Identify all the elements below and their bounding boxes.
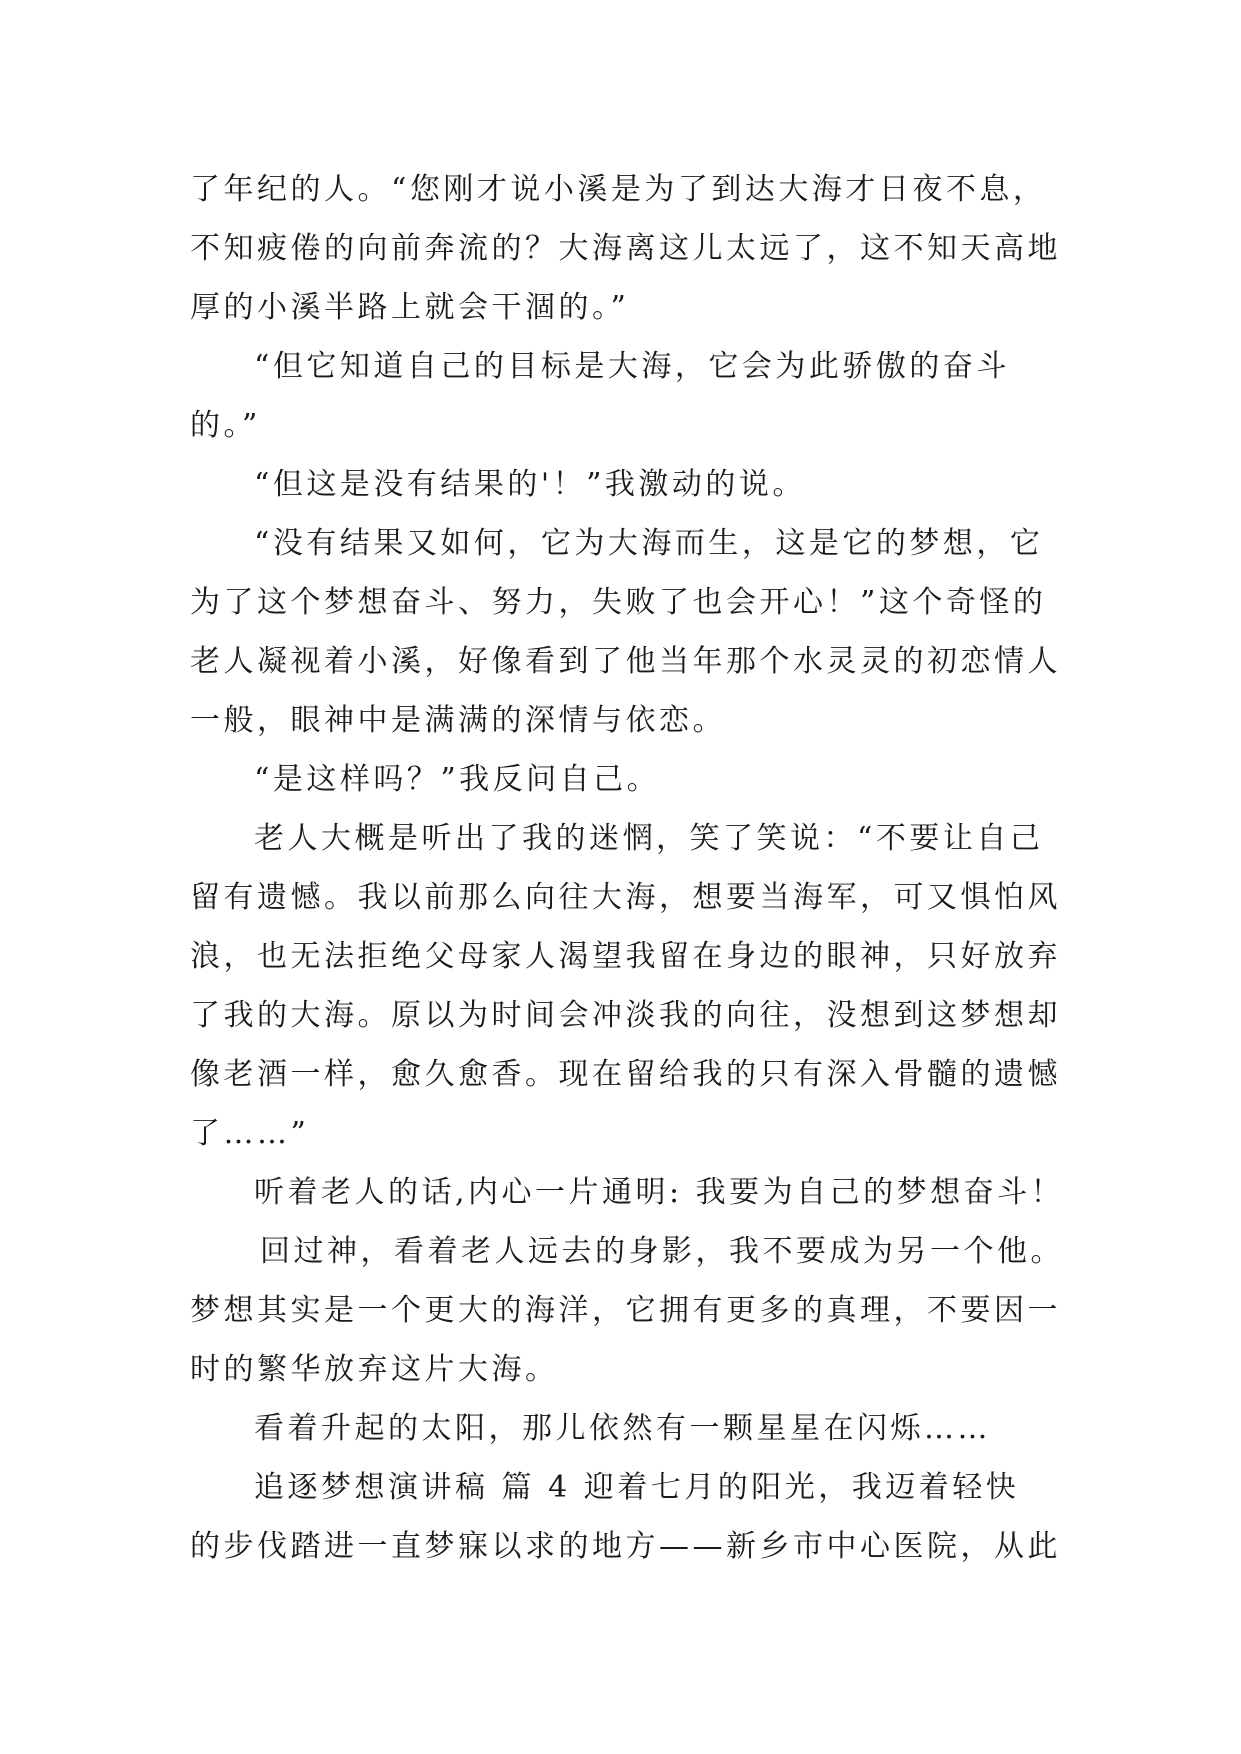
text-line: 厚的小溪半路上就会干涸的。”: [190, 290, 630, 325]
text-line: 听着老人的话,内心一片通明: 我要为自己的梦想奋斗！: [254, 1175, 1065, 1210]
text-line: 的步伐踏进一直梦寐以求的地方——新乡市中心医院，从此: [190, 1529, 1061, 1564]
text-line: 浪，也无法拒绝父母家人渴望我留在身边的眼神，只好放弃: [190, 939, 1061, 974]
text-line: 留有遗憾。我以前那么向往大海，想要当海军，可又惧怕风: [190, 880, 1061, 915]
text-line: 看着升起的太阳，那儿依然有一颗星星在闪烁……: [254, 1411, 991, 1446]
text-line: 了年纪的人。“您刚才说小溪是为了到达大海才日夜不息，: [190, 172, 1047, 207]
text-line: “没有结果又如何，它为大海而生，这是它的梦想，它: [254, 526, 1044, 561]
text-line: 老人大概是听出了我的迷惘，笑了笑说：“不要让自己: [254, 821, 1044, 856]
text-line: 梦想其实是一个更大的海洋，它拥有更多的真理，不要因一: [190, 1293, 1061, 1328]
text-line: 了我的大海。原以为时间会冲淡我的向往，没想到这梦想却: [190, 998, 1061, 1033]
text-line: 一般，眼神中是满满的深情与依恋。: [190, 703, 726, 738]
text-line: 不知疲倦的向前奔流的？大海离这儿太远了，这不知天高地: [190, 231, 1061, 266]
text-line: 的。”: [190, 408, 261, 443]
text-line: 时的繁华放弃这片大海。: [190, 1352, 559, 1387]
text-line: 为了这个梦想奋斗、努力，失败了也会开心！”这个奇怪的: [190, 585, 1047, 620]
text-line: 回过神，看着老人远去的身影，我不要成为另一个他。: [260, 1234, 1064, 1269]
body-text: [190, 160, 1065, 1576]
text-line: 了……”: [190, 1116, 310, 1151]
text-line: “但这是没有结果的'！”我激动的说。: [254, 467, 806, 502]
text-line: “但它知道自己的目标是大海，它会为此骄傲的奋斗: [254, 349, 1010, 384]
section-heading-line: 追逐梦想演讲稿 篇 4 迎着七月的阳光，我迈着轻快: [254, 1470, 1020, 1505]
text-line: 老人凝视着小溪，好像看到了他当年那个水灵灵的初恋情人: [190, 644, 1061, 679]
text-line: “是这样吗？”我反问自己。: [254, 762, 661, 797]
text-line: 像老酒一样，愈久愈香。现在留给我的只有深入骨髓的遗憾: [190, 1057, 1061, 1092]
